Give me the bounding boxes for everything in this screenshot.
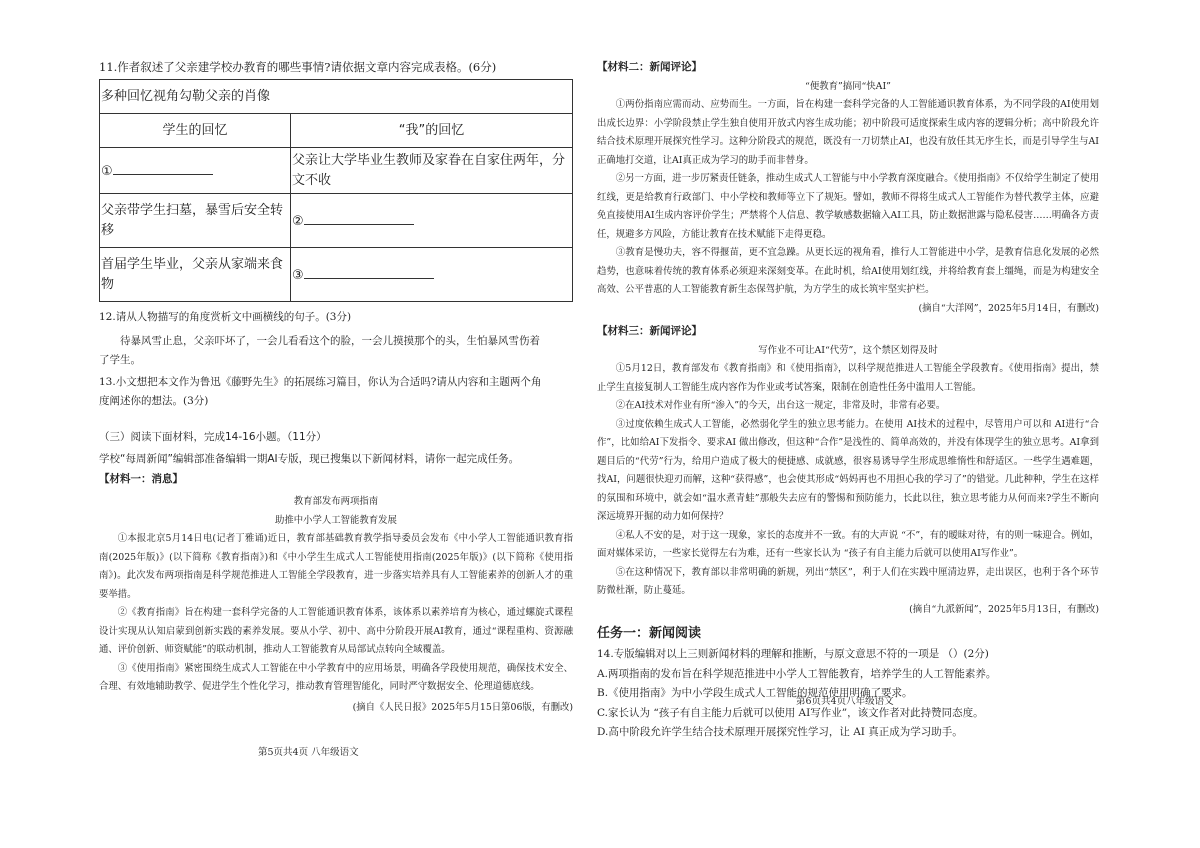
q12-quote-line2: 了学生。 <box>99 354 141 366</box>
material-3-paragraph-5: ⑤在这种情况下，教育部以非常明确的新规，列出“禁区”，利于人们在实践中厘清边界，走出误区，也利于各个环节防微杜渐，防止蔓延。 <box>597 566 1099 596</box>
material-1-paragraph-1: ①本报北京5月14日电(记者丁雅诵)近日，教育部基础教育教学指导委员会发布《中小学人工智能通识教育指南(2025年版)》(以下简称《教育指南》)和《中小学生生成式人工智能使用指南(2025年版)》(以下简称《使用指南》)。此次发布两项指南是科学规范推进人工智能全学段教育，进一步落实培养具有人工智能素养的创新人才的重要举措。 <box>99 533 573 600</box>
material-2-label: 【材料二：新闻评论】 <box>597 61 702 73</box>
table-cell: 首届学生毕业，父亲从家端来食物 <box>100 248 291 302</box>
answer-line-3[interactable] <box>304 264 434 279</box>
material-1-label: 【材料一：消息】 <box>99 472 183 485</box>
material-3-source: (摘自“九派新闻”，2025年5月13日，有删改) <box>909 603 1099 615</box>
answer-line-1[interactable] <box>113 160 213 175</box>
right-page <box>597 58 1099 743</box>
material-3-paragraph-1: ①5月12日，教育部发布《教育指南》和《使用指南》，以科学规范推进人工智能全学段教育。《使用指南》提出，禁止学生直接复制人工智能生成内容作为作业或考试答案，限制在创造性任务中滥用人工智能。 <box>597 363 1099 393</box>
material-2-source: (摘自“大洋网”，2025年5月14日，有删改) <box>918 302 1099 314</box>
page-footer-left: 第5页共4页 八年级语文 <box>258 747 359 758</box>
question-12: 12.请从人物描写的角度赏析文中画横线的句子。(3分) <box>99 311 352 323</box>
material-1-subtitle: 助推中小学人工智能教育发展 <box>275 514 397 526</box>
material-1-title: 教育部发布两项指南 <box>293 496 379 507</box>
task-1-title: 任务一：新闻阅读 <box>597 626 702 641</box>
material-2-paragraph-3: ③教育是慢功夫，容不得揠苗，更不宜急躁。从更长远的视角看，推行人工智能进中小学，是教育信息化发展的必然趋势，也意味着传统的教育体系必须迎来深刻变革。在此时机，给AI使用划红线，并将给教育套上缰绳，而是为构建安全高效、公平普惠的人工智能教育新生态保驾护航，为方学生的成长筑牢坚实护栏。 <box>597 247 1099 295</box>
q14-option-a[interactable]: A.两项指南的发布旨在科学规范推进中小学人工智能教育，培养学生的人工智能素养。 <box>597 667 997 680</box>
left-page <box>99 58 573 717</box>
recall-table <box>99 79 573 302</box>
material-3-label: 【材料三：新闻评论】 <box>597 325 702 337</box>
material-2-paragraph-1: ①两份指南应需而动、应势而生。一方面，旨在构建一套科学完备的人工智能通识教育体系，为不同学段的AI使用划出成长边界：小学阶段禁止学生独自使用开放式内容生成功能；初中阶段可适度探索生成内容的逻辑分析；高中阶段允许结合技术原理开展探究性学习。这种分阶段式的规范，既没有一刀切禁止AI，也没有放任其无序生长，而是引导学生与AI正确地打交道，让AI真正成为学习的助手而非替身。 <box>597 99 1099 166</box>
material-3-paragraph-3: ③过度依赖生成式人工智能，必然弱化学生的独立思考能力。在使用 AI技术的过程中，尽管用户可以和 AI进行“合作”，比如给AI下发指令、要求AI 做出修改，但这种“合作”是浅性的、简单高效的，并没有体现学生的独立思考。AI拿到题目后的“代劳”行为，给用户造成了极大的便捷感、成就感，很容易诱导学生形成思维惰性和舒适区。一些学生遇难题，找AI，问题很快迎刃而解，这种“获得感”，也会使其形成“妈妈再也不用担心我的学习了”的错觉。几此种种，学生在这样的氛围和环境中，就会如“温水煮青蛙”那般失去应有的警惕和预防能力，长此以往，独立思考能力从何而来?学生不断向深远境界开掘的动力如何保持？ <box>597 418 1099 522</box>
table-header-students: 学生的回忆 <box>100 114 291 148</box>
material-1-source: (摘自《人民日报》2025年5月15日第06版，有删改) <box>352 701 573 713</box>
q12-quote-line1: 待暴风雪止息，父亲吓坏了，一会儿看看这个的脸，一会儿摸摸那个的头，生怕暴风雪伤着 <box>120 334 540 347</box>
question-14: 14.专版编辑对以上三则新闻材料的理解和推断，与原文意思不符的一项是 （）(2分) <box>597 648 989 660</box>
material-3-paragraph-2: ②在AI技术对作业有所“渗入”的今天，出台这一规定，非常及时，非常有必要。 <box>615 400 946 411</box>
material-2-paragraph-2: ②另一方面，进一步厉紧责任链条，推动生成式人工智能与中小学教育深度融合。《使用指南》不仅给学生制定了使用红线，更是给教育行政部门、中小学校和教师等立下了规矩。譬如，教师不得将生成式人工智能作为替代教学主体，应避免直接使用AI生成内容评价学生；严禁将个人信息、教学敏感数据输入AI工具，防止数据泄露与隐私侵害……明确各方责任，规避多方风险，方能让教育在技术赋能下走得更稳。 <box>597 173 1099 240</box>
intro-text: 学校“每周新闻”编辑部准备编辑一期AI专版，现已搜集以下新闻材料，请你一起完成任务。 <box>99 453 520 465</box>
material-3-paragraph-4: ④私人不安的是，对于这一现象，家长的态度并不一致。有的大声说 “不”，有的暧昧对待，有的则一味迎合。例如，面对媒体采访，一些家长觉得左右为难，还有一些家长认为 “孩子有自主能力后就可以使用AI写作业”。 <box>597 529 1099 559</box>
answer-line-2[interactable] <box>304 210 414 225</box>
table-header-me: “我”的回忆 <box>291 114 573 148</box>
table-cell-blank-2[interactable] <box>291 194 573 248</box>
blank-3-label: ③ <box>292 267 304 283</box>
question-13-line1: 13.小文想把本文作为鲁迅《藤野先生》的拓展练习篇目，你认为合适吗?请从内容和主题两个角 <box>99 375 542 388</box>
table-cell-blank-3[interactable] <box>291 248 573 302</box>
material-1-paragraph-3: ③《使用指南》紧密围绕生成式人工智能在中小学教育中的应用场景，明确各学段使用规范，确保技术安全、合理、有效地辅助教学、促进学生个性化学习，推动教育管理智能化，同时严守数据安全、伦理道德底线。 <box>99 662 573 692</box>
q14-option-b[interactable]: B.《使用指南》为中小学段生成式人工智能的规范使用明确了要求。 <box>597 687 913 699</box>
page-footer-right: 第6页共4页八年级语文 <box>796 696 894 707</box>
table-cell: 父亲让大学毕业生教师及家眷在自家住两年，分文不收 <box>291 148 573 194</box>
blank-1-label: ① <box>101 163 113 179</box>
q14-option-c[interactable]: C.家长认为 “孩子有自主能力后就可以使用 AI写作业”，该文作者对此持赞同态度。 <box>597 706 984 719</box>
section-3-heading: （三）阅读下面材料，完成14-16小题。（11分） <box>99 430 327 443</box>
table-title: 多种回忆视角勾勒父亲的肖像 <box>100 80 573 114</box>
table-cell: 父亲带学生扫墓，暴雪后安全转移 <box>100 194 291 248</box>
table-cell-blank-1[interactable] <box>100 148 291 194</box>
blank-2-label: ② <box>292 213 304 229</box>
material-1-paragraph-2: ②《教育指南》旨在构建一套科学完备的人工智能通识教育体系，该体系以素养培育为核心，通过螺旋式课程设计实现从认知启蒙到创新实践的素养发展。要从小学、初中、高中分阶段开展AI教育，通过“课程重构、资源融通、评价创新、师资赋能”的联动机制，推动人工智能教育从局部试点转向全域覆盖。 <box>99 607 573 655</box>
q14-option-d[interactable]: D.高中阶段允许学生结合技术原理开展探究性学习，让 AI 真正成为学习助手。 <box>597 726 963 738</box>
question-11: 11.作者叙述了父亲建学校办教育的哪些事情?请依据文章内容完成表格。(6分) <box>99 60 497 74</box>
question-13-line2: 度阐述你的想法。(3分) <box>99 395 209 407</box>
material-3-title: 写作业不可让AI“代劳”，这个禁区划得及时 <box>758 344 938 356</box>
material-2-title: “便教育”搞同“快AI” <box>805 80 891 92</box>
